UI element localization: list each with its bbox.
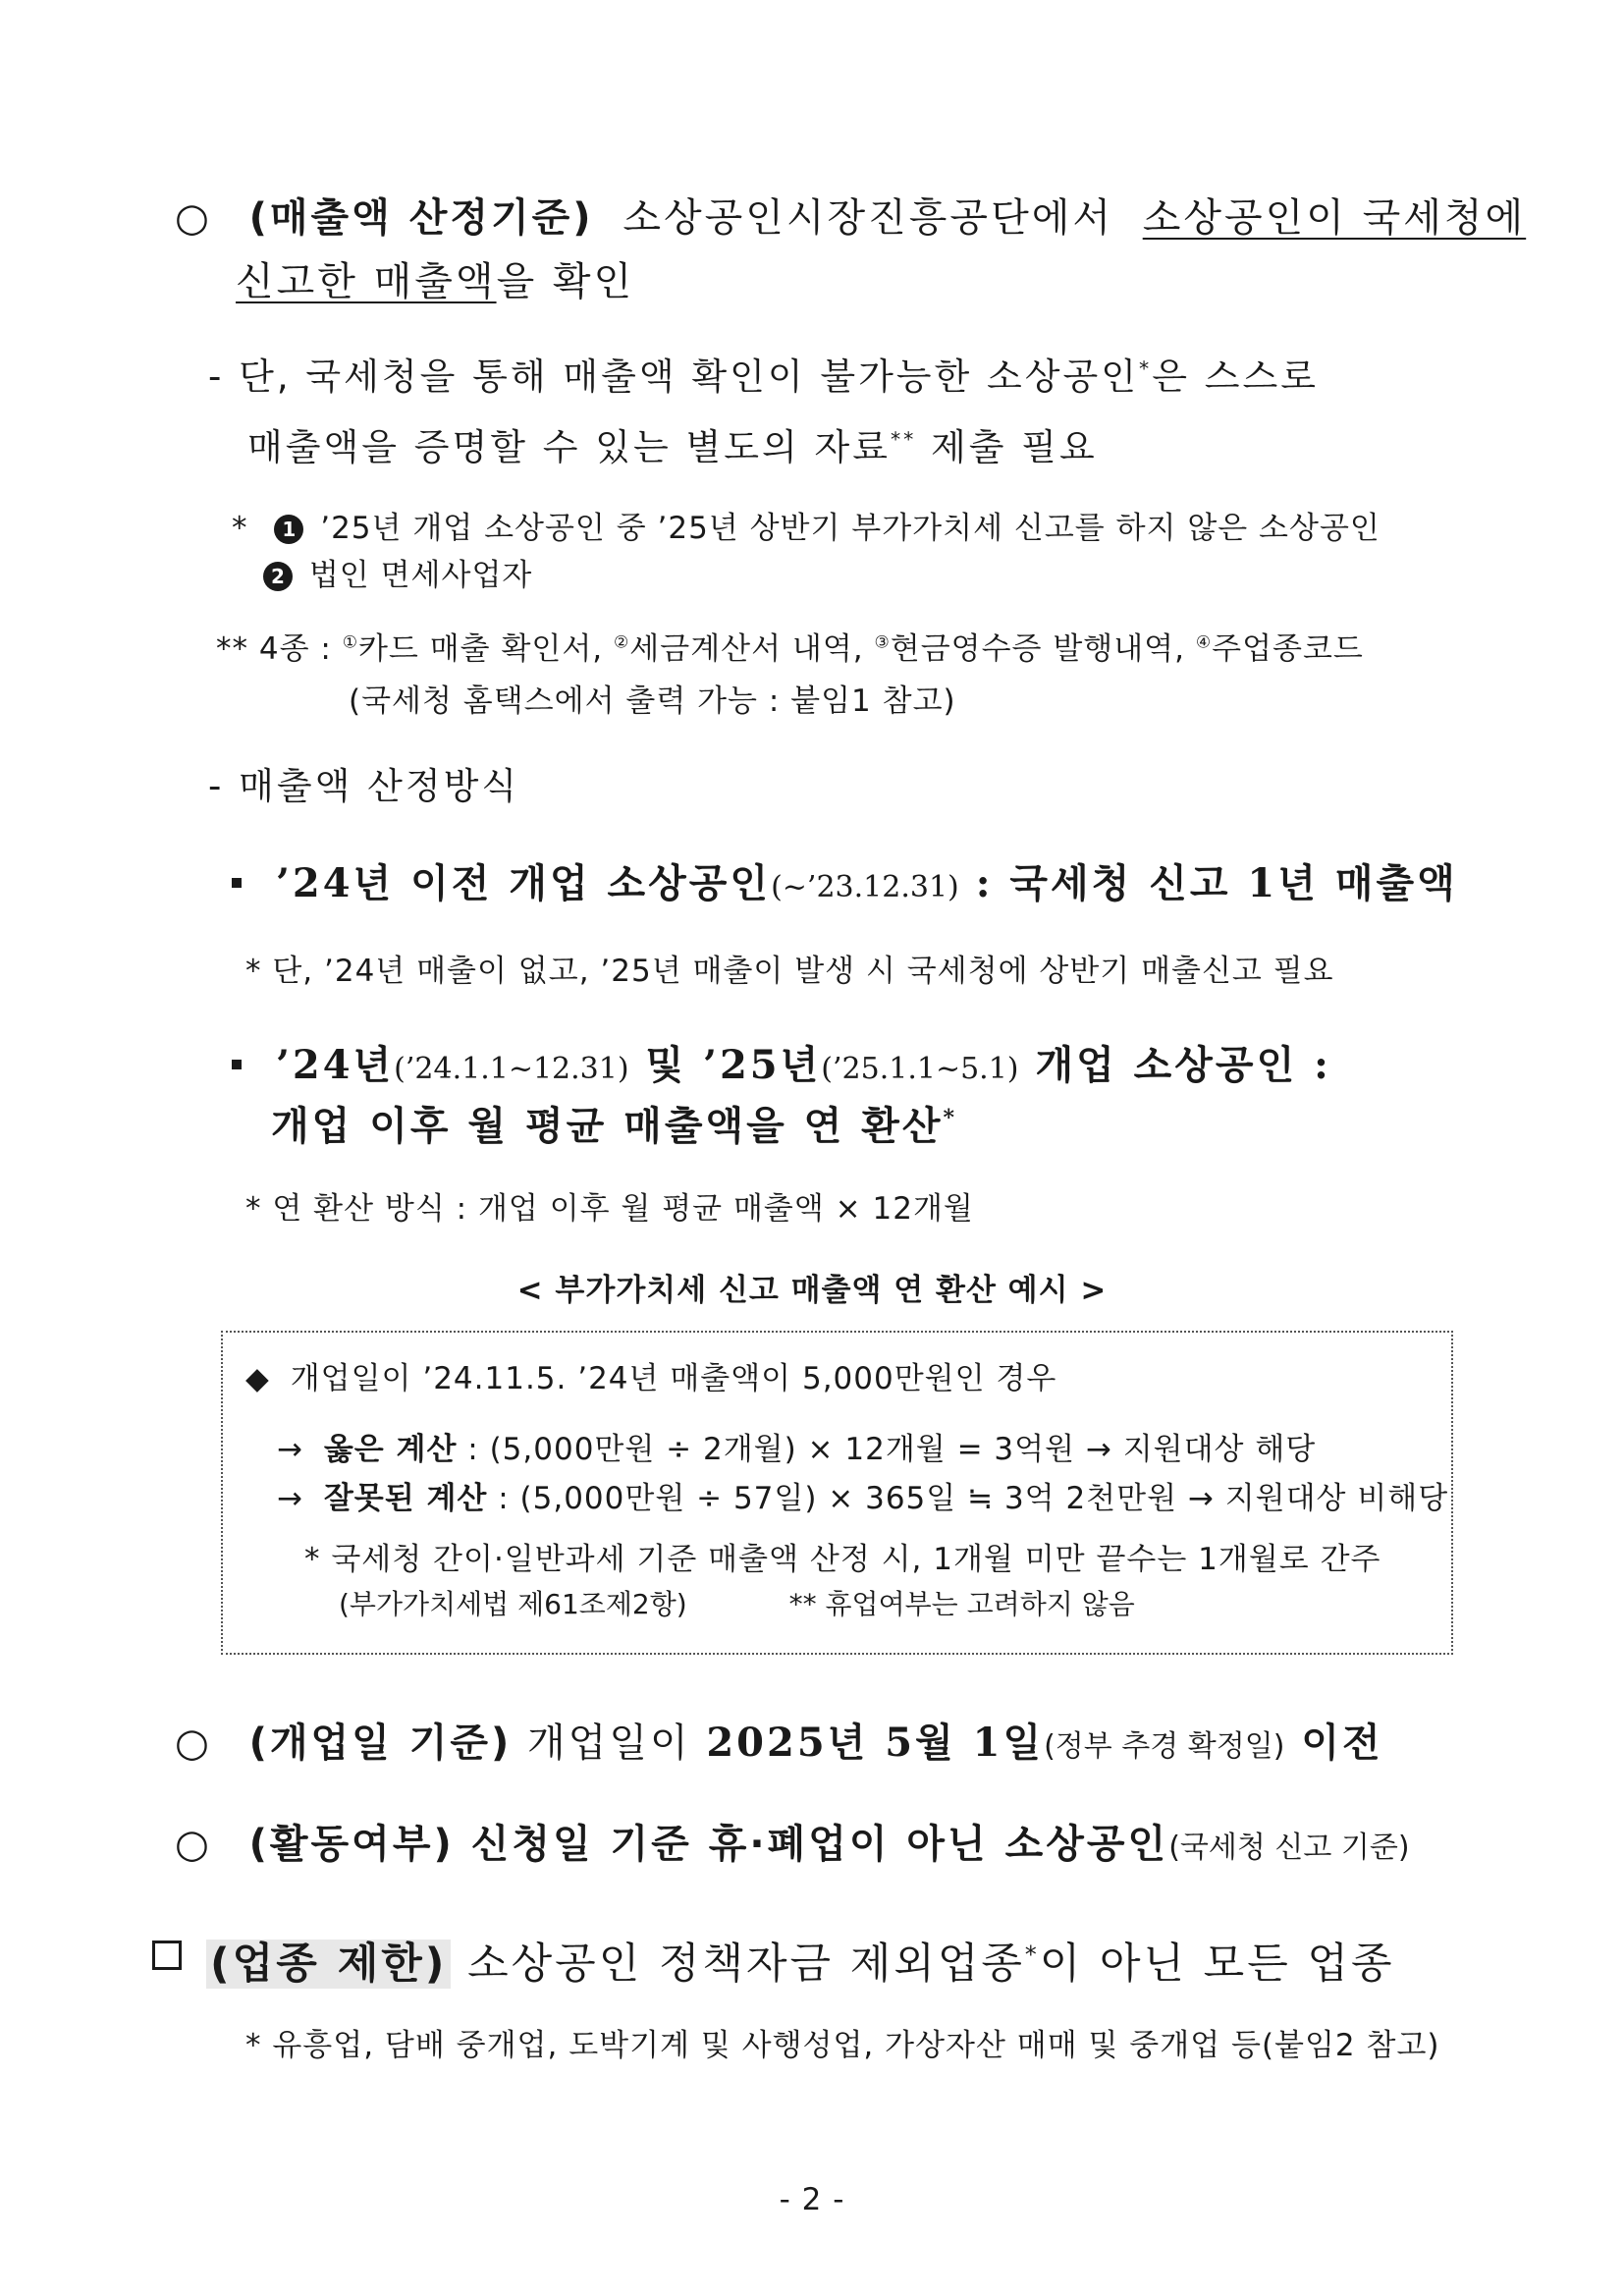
example-wrong-calc: → 잘못된 계산 : (5,000만원 ÷ 57일) × 365일 ≒ 3억 2천만원 → 지원대상 비해당 <box>277 1481 1449 1516</box>
criterion-sales-line-1: ○ (매출액 산정기준) 소상공인시장진흥공단에서 소상공인이 국세청에 <box>175 195 1527 241</box>
section-note: * 유흥업, 담배 중개업, 도박기계 및 사행성업, 가상자산 매매 및 중개업 등(붙임2 참고) <box>245 2028 1440 2063</box>
footnote-star-line-1: * 1 ’25년 개업 소상공인 중 ’25년 상반기 부가가치세 신고를 하지 않은 소상공인 <box>232 511 1380 546</box>
number-2-icon: 2 <box>263 562 293 591</box>
bullet-circle: ○ <box>175 1822 212 1867</box>
criterion-sales-line-2: 신고한 매출액을 확인 <box>236 259 635 304</box>
criterion-activity: ○ (활동여부) 신청일 기준 휴·폐업이 아닌 소상공인(국세청 신고 기준) <box>175 1822 1410 1867</box>
page-number: - 2 - <box>779 2182 845 2217</box>
note-dash-line-1: - 단, 국세청을 통해 매출액 확인이 불가능한 소상공인*은 스스로 <box>208 355 1319 398</box>
example-note-1: * 국세청 간이·일반과세 기준 매출액 산정 시, 1개월 미만 끝수는 1개월로 간주 <box>304 1542 1381 1577</box>
example-case: ◆ 개업일이 ’24.11.5. ’24년 매출액이 5,000만원인 경우 <box>245 1361 1057 1396</box>
example-note-2: (부가가치세법 제61조제2항) ** 휴업여부는 고려하지 않음 <box>339 1588 1135 1620</box>
method-item-2-note: * 연 환산 방식 : 개업 이후 월 평균 매출액 × 12개월 <box>245 1191 974 1227</box>
criterion-sales-label: (매출액 산정기준) <box>248 195 594 241</box>
square-bullet-icon <box>232 1060 242 1069</box>
example-right-calc: → 옳은 계산 : (5,000만원 ÷ 2개월) × 12개월 = 3억원 → 지원대상 해당 <box>277 1432 1317 1467</box>
method-item-1: ’24년 이전 개업 소상공인(~’23.12.31) : 국세청 신고 1년 매출액 <box>232 852 1458 908</box>
underlined-text: 소상공인이 국세청에 <box>1142 195 1527 241</box>
method-item-1-note: * 단, ’24년 매출이 없고, ’25년 매출이 발생 시 국세청에 상반기 매출신고 필요 <box>245 954 1334 989</box>
arrow-right-icon: → <box>277 1432 303 1467</box>
example-title: < 부가가치세 신고 매출액 연 환산 예시 > <box>516 1273 1108 1308</box>
bullet-circle: ○ <box>175 1721 212 1766</box>
footnote-star-line-2: 2 법인 면세사업자 <box>263 550 532 594</box>
arrow-right-icon: → <box>277 1481 303 1516</box>
section-industry-restriction: (업종 제한) 소상공인 정책자금 제외업종*이 아닌 모든 업종 <box>206 1931 1395 1991</box>
bullet-circle: ○ <box>175 195 212 241</box>
square-bullet-icon <box>232 878 242 888</box>
section-checkbox-icon <box>152 1941 182 1970</box>
diamond-icon: ◆ <box>245 1361 270 1396</box>
method-heading: - 매출액 산정방식 <box>208 765 520 807</box>
method-item-2-line-2: 개업 이후 월 평균 매출액을 연 환산* <box>271 1103 958 1149</box>
footnote-double-line-1: ** 4종 : ①카드 매출 확인서, ②세금계산서 내역, ③현금영수증 발행내역, ④주업종코드 <box>216 631 1364 667</box>
number-1-icon: 1 <box>274 515 303 544</box>
note-dash-line-2: 매출액을 증명할 수 있는 별도의 자료** 제출 필요 <box>247 426 1098 468</box>
footnote-double-line-2: (국세청 홈택스에서 출력 가능 : 붙임1 참고) <box>349 683 956 719</box>
method-item-2-line-1: ’24년(’24.1.1~12.31) 및 ’25년(’25.1.1~5.1) 개업 소상공인 : <box>232 1034 1331 1090</box>
criterion-open-date: ○ (개업일 기준) 개업일이 2025년 5월 1일(정부 추경 확정일) 이전 <box>175 1720 1383 1766</box>
